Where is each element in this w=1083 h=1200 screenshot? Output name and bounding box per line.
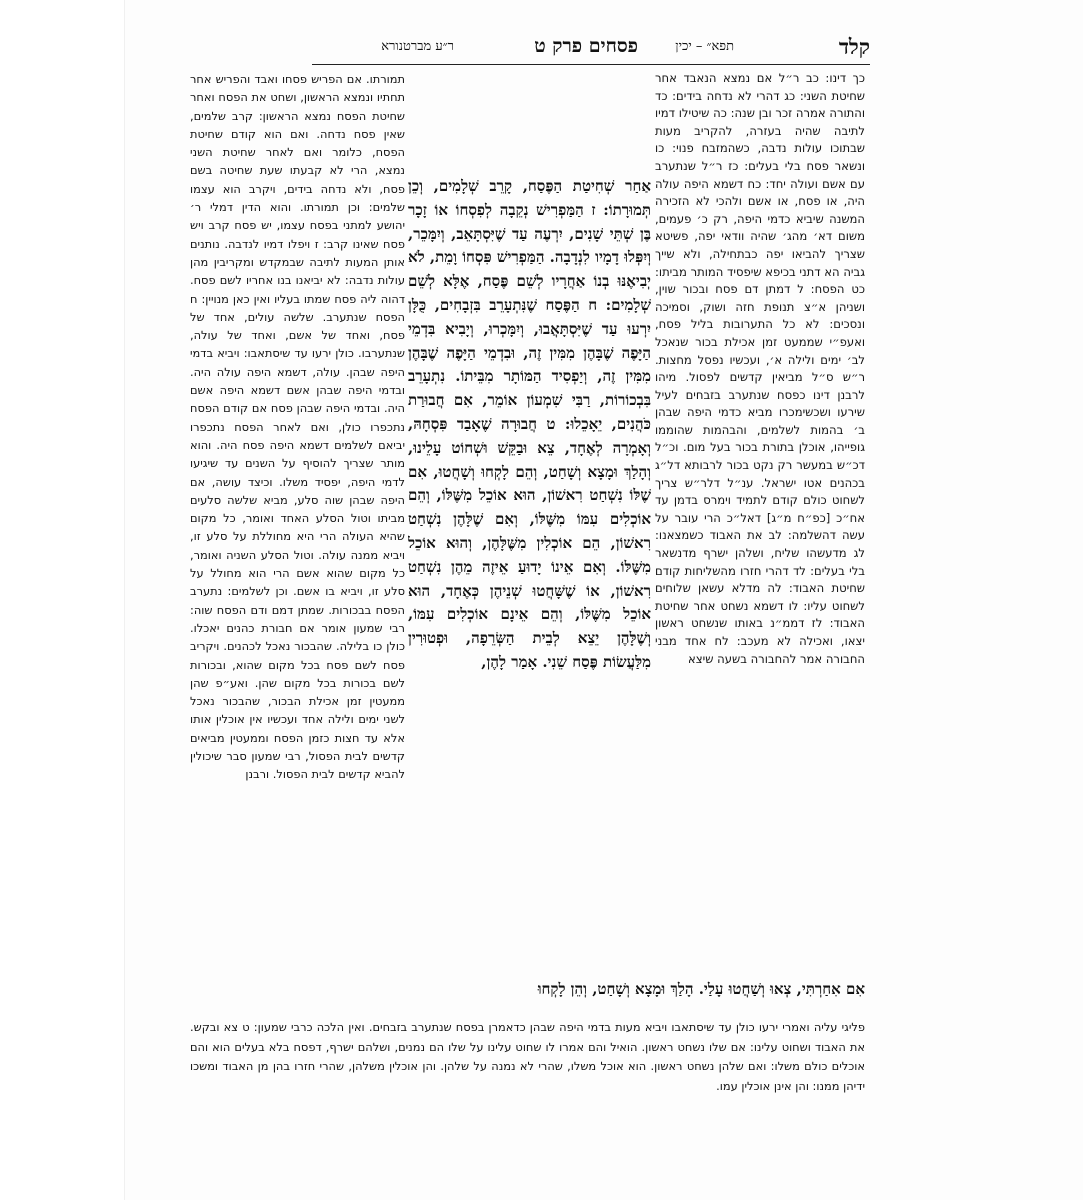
mishnah-text-continued: אִם אִחַרְתִּי, צְאוּ וְשַׁחֲטוּ עָלַי. הָלַךְ וּמָצָא וְשָׁחַט, וְהֵן לָקְחוּ [537,980,865,998]
page-header [312,34,870,60]
mishnah-column [408,175,651,1015]
mishnah-text: אַחַר שְׁחִיטַת הַפֶּסַח, קָרֵב שְׁלָמִים, וְכֵן תְּמוּרָתוֹ: ז הַמַּפְרִישׁ נְקֵבָה לְפִסְחוֹ אוֹ זָכָר בֶּן שְׁתֵּי שָׁנִים, יִרְעֶה עַד שֶׁיִּסְתָּאֵב, וְיִמָּכֵר, וְיִפְּלוּ דָמָיו לִנְדָבָה. הַמַּפְרִישׁ פִּסְחוֹ וָמֵת, לֹא יְבִיאֶנּוּ בְנוֹ אַחֲרָיו לְשֵׁם פֶּסַח, אֶלָּא לְשֵׁם שְׁלָמִים: ח הַפֶּסַח שֶׁנִּתְעָרֵב בִּזְבָחִים, כֻּלָּן יִרְעוּ עַד שֶׁיִּסְתָּאֲבוּ, וְיִמָּכְרוּ, וְיָבִיא בִּדְמֵי הַיָּפֶה שֶׁבָּהֶן מִמִּין זֶה, וּבִדְמֵי הַיָּפֶה שֶׁבָּהֶן מִמִּין זֶה, וְיַפְסִיד הַמּוֹתָר מִבֵּיתוֹ. נִתְעָרֵב בִּבְכוֹרוֹת, רַבִּי שִׁמְעוֹן אוֹמֵר, אִם חֲבוּרַת כֹּהֲנִים, יֵאָכֵלוּ: ט חֲבוּרָה שֶׁאָבַד פִּסְחָהּ, וְאָמְרָה לְאֶחָד, צֵא וּבַקֵּשׁ וּשְׁחוֹט עָלֵינוּ, וְהָלַךְ וּמָצָא וְשָׁחַט, וְהֵם לָקְחוּ וְשָׁחֲטוּ, אִם שֶׁלּוֹ נִשְׁחַט רִאשׁוֹן, הוּא אוֹכֵל מִשֶּׁלּוֹ, וְהֵם אוֹכְלִים עִמּוֹ מִשֶּׁלּוֹ, וְאִם שֶׁלָּהֶן נִשְׁחַט רִאשׁוֹן, הֵם אוֹכְלִין מִשֶּׁלָּהֶן, וְהוּא אוֹכֵל מִשֶּׁלּוֹ. וְאִם אֵינוֹ יָדוּעַ אֵיזֶה מֵהֶן נִשְׁחַט רִאשׁוֹן, אוֹ שֶׁשָּׁחֲטוּ שְׁנֵיהֶן כְּאֶחָד, הוּא אוֹכֵל מִשֶּׁלּוֹ, וְהֵם אֵינָם אוֹכְלִים עִמּוֹ, וְשֶׁלָּהֶן יֵצֵא לְבֵית הַשְּׂרֵפָה, וּפְטוּרִין מִלַּעֲשׂוֹת פֶּסַח שֵׁנִי. אָמַר לָהֶן, [408,177,651,671]
commentary-text: כך דינו: כב ר״ל אם נמצא הנאבד אחר שחיטת השני: כג דהרי לא נדחה בידים: כד והתורה אמרה זכר ובן שנה: כה שיטילו דמיו לתיבה שהיה בעזרה, להקריב מעות שבתוכו עולות נדבה, כשהמזבח פנוי: כו ונשאר פסח בלי בעלים: כז ר״ל שנתערב עם אשם ועולה יחד: כח דשמא היפה עולה היה, או פסח, או אשם ולהכי לא הזכירה המשנה שיביא כדמי היפה, רק כ׳ פעמים, משום דא׳ מהג׳ שהיה וודאי יפה, פשיטא שצריך להביאו יפה כבתחילה, ולא שייך גביה הא דתני בכיפא שיפסיד המותר מביתו: כט הפסח: ל דמתן דם פסח ובכור שוין, ושניהן א״צ תנופת חזה ושוק, וסמיכה ונסכים: לא כל התערובות בליל פסח, ואעפ״י שממעט זמן אכילת בכור שנאכל לב׳ ימים ולילה א׳, ועכשיו נפסל מחצות. ר״ש ס״ל מביאין קדשים לפסול. מיהו לרבנן דינו כפסח שנתערב בזבחים לעיל שירעו ושכשימכרו מביא כדמי היפה שבהן ב׳ בהמות לשלמים, והבהמות שהוממו גופייהו, אוכלן בתורת בכור בעל מום. וכ״ל דכ״ש במעשר רק נקט בכור לרבותא דל״ג בכהנים אטו ישראל. ענ״ל דלר״ש צריך לשחוט כולם קודם לתמיד וימרס בדמן עד אח״כ [כפ״ח מ״ג] דאל״כ הרי עובר על עשה דהשלמה: לב את האבוד כשמצאנו: לג מדעשהו שליח, ושלהן ישרף מדנשאר בלי בעלים: לד דהרי חזרו מהשליחות קודם שחיטת האבוד: לה מדלא עשאן שלוחים לשחוט עליו: לו דשמא נשחט אחר שחיטת האבוד: לז דממ״נ באותו שנשחט ראשון יצאו, ואכילה לא מעכב: לח אחד מבני החבורה אמר להחבורה בשעה שיצא [655,71,865,666]
header-rule [312,64,870,65]
commentator-name: ר״ע מברטנורא [381,39,454,54]
page-number: קלד [838,34,870,59]
mishnah-range: תפא״ – יכין [675,39,734,54]
page-title: פסחים פרק ט [534,35,638,57]
bartenura-footer [190,1018,865,1096]
footer-commentary-text: פליגי עליה ואמרי ירעו כולן עד שיסתאבו ויביא מעות בדמי היפה שבהן כדאמרן בפסח שנתערב בזבחים. ואין הלכה כרבי שמעון: ט צא ובקש. את האבוד ושחוט עלינו: אם שלו נשחט ראשון. הואיל והם אמרו לו שחוט עלינו על שלו הם נמנים, ושלהם ישרף, דפסח בלא בעלים הוא והם אוכלים כולם משלו: ואם שלהן נשחט ראשון. הוא אוכל משלו, שהרי לא נמנה על שלהן. והן אוכלין משלהן, שהרי חזרו בהן מן האבוד ומשכו ידיהן ממנו: והן אינן אוכלין עמו. [190,1020,865,1093]
mishnah-bottom-line [408,978,865,1001]
bartenura-commentary [190,70,405,1015]
tiferet-yisrael-commentary [655,70,865,1015]
commentary-text: תמורתו. אם הפריש פסחו ואבד והפריש אחר תחתיו ונמצא הראשון, ושחט את הפסח ואחר שחיטת הפסח נמצא הראשון: קרב שלמים, שאין פסח נדחה. ואם הוא קודם שחיטת הפסח, כלומר ואם לאחר שחיטת השני נמצא, הרי לא קבעתו שעת שחיטה בשם פסח, ולא נדחה בידים, ויקרב הוא עצמו שלמים: וכן תמורתו. והוא הדין דמלי ר׳ יהושע למתני בפסח עצמו, יש פסח קרב ויש פסח שאינו קרב: ז ויפלו דמיו לנדבה. נותנים אותן המעות לתיבה שבמקדש ומקריבין מהן עולות נדבה: לא יביאנו בנו אחריו לשם פסח. דהוה ליה פסח שמתו בעליו ואין כאן מנויין: ח הפסח שנתערב. שלשה עולים, אחד של פסח, ואחד של אשם, ואחד של עולה, שנתערבו. כולן ירעו עד שיסתאבו: ויביא בדמי היפה שבהן. עולה, דשמא היפה עולה היה. ובדמי היפה שבהן אשם דשמא היפה אשם היה. ובדמי היפה שבהן פסח אם קודם הפסח נתכפרו כולן, ואם לאחר הפסח נתכפרו יביאם לשלמים דשמא היפה פסח היה. והוא מותר שצריך להוסיף על השנים עד שיגיעו לדמי היפה, יפסיד משלו. וכיצד עושה, אם היפה שבהן שוה סלע, מביא שלשה סלעים מביתו וטול הסלע האחד ואומר, כל מקום שהיא העולה הרי היא מחוללת על סלע זו, ויביא ממנה עולה. וטול הסלע השניה ואומר, כל מקום שהוא אשם הרי הוא מחולל על סלע זו, ויביא בו אשם. וכן לשלמים: נתערב הפסח בבכורות. שמתן דמם ודם הפסח שוה: רבי שמעון אומר אם חבורת כהנים יאכלו. כולן כו בלילה. שהבכור נאכל לכהנים. ויקריב פסח לשם פסח בכל מקום שהוא, ובכורות לשם בכורות בכל מקום שהן. ואע״פ שהן ממעטין זמן אכילת הבכור, שהבכור נאכל לשני ימים ולילה אחד ועכשיו אין אוכלין אותו אלא עד חצות כזמן הפסח וממעטין מביאים קדשים לבית הפסול, רבי שמעון סבר שיכולין להביא קדשים לבית הפסול. ורבנן [190,72,405,782]
